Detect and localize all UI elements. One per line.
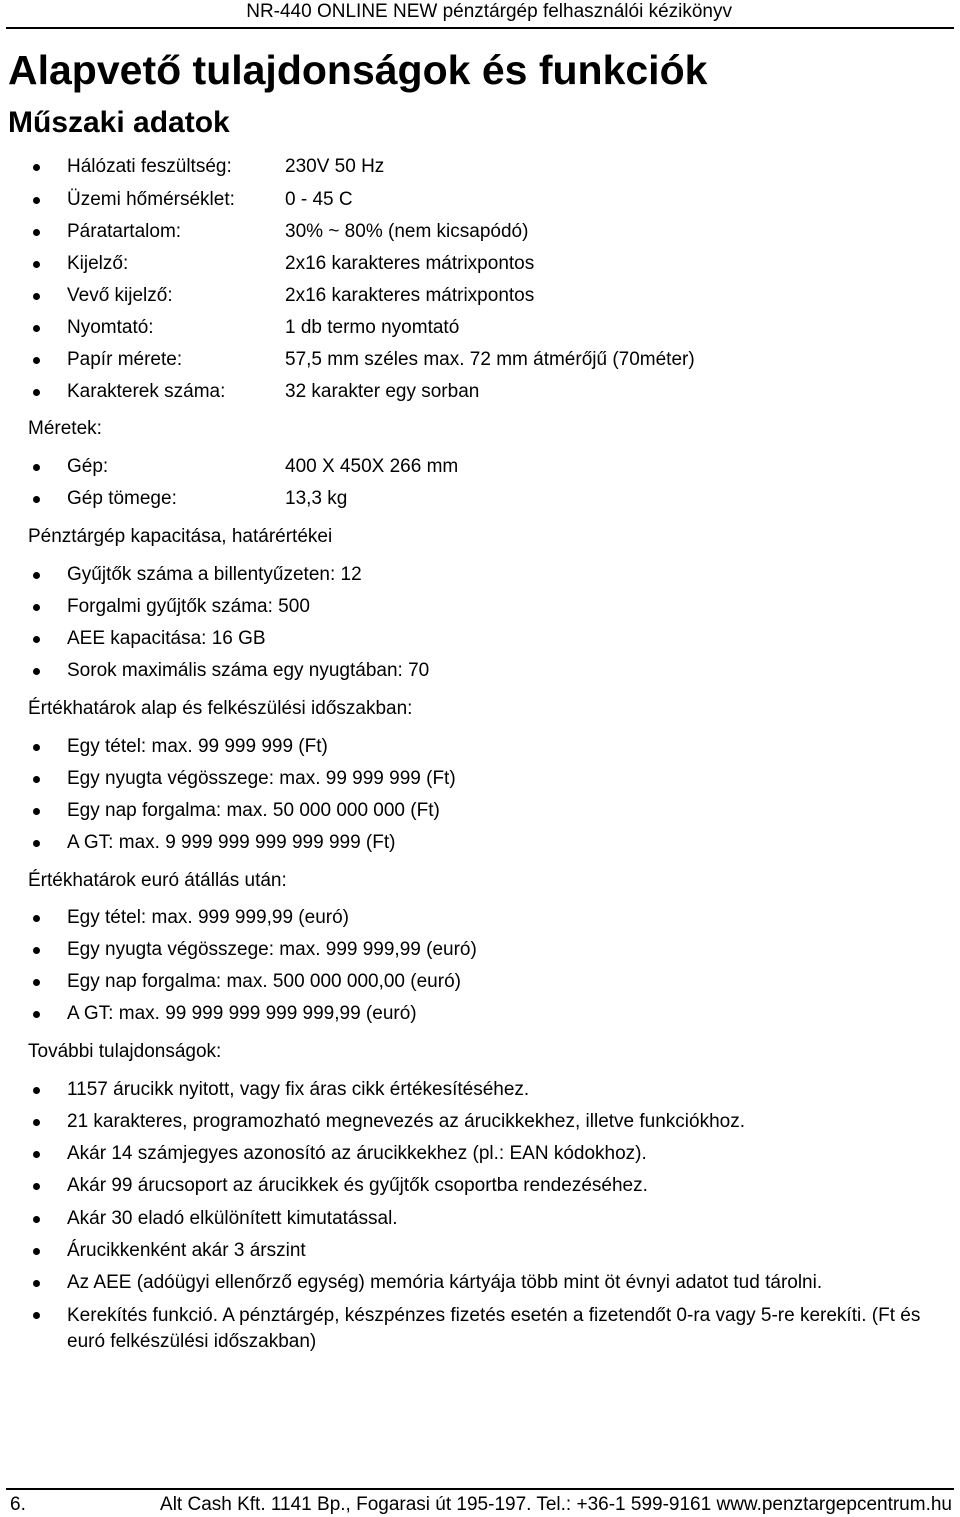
bullet-icon xyxy=(33,1312,40,1319)
bullet-icon xyxy=(33,636,40,643)
page-title: Alapvető tulajdonságok és funkciók xyxy=(8,47,708,93)
bullet-icon xyxy=(33,1183,40,1190)
spec-value: 1 db termo nyomtató xyxy=(285,317,460,338)
feature-text: Akár 30 eladó elkülönített kimutatással. xyxy=(67,1208,398,1229)
bullet-icon xyxy=(33,947,40,954)
feature-text: Akár 99 árucsoport az árucikkek és gyűjtők csoportba rendezéséhez. xyxy=(67,1175,648,1196)
feature-text: Az AEE (adóügyi ellenőrző egység) memória kártyája több mint öt évnyi adatot tud tárolni. xyxy=(67,1272,823,1293)
bullet-icon xyxy=(33,389,40,396)
bullet-icon xyxy=(33,1119,40,1126)
bullet-icon xyxy=(33,164,40,171)
dimensions-heading: Méretek: xyxy=(28,418,102,439)
spec-label: Papír mérete: xyxy=(67,349,183,370)
footer-contact: Alt Cash Kft. 1141 Bp., Fogarasi út 195-197. Tel.: +36-1 599-9161 www.penztargepcentrum.hu xyxy=(160,1494,952,1515)
bullet-icon xyxy=(33,1087,40,1094)
limits-euro-heading: Értékhatárok euró átállás után: xyxy=(28,870,287,891)
limit-text: Egy nyugta végösszege: max. 999 999,99 (euró) xyxy=(67,939,477,960)
bullet-icon xyxy=(33,464,40,471)
feature-text: Akár 14 számjegyes azonosító az árucikkekhez (pl.: EAN kódokhoz). xyxy=(67,1143,647,1164)
limit-text: Egy nap forgalma: max. 50 000 000 000 (Ft) xyxy=(67,800,440,821)
spec-label: Kijelző: xyxy=(67,253,129,274)
limit-text: Egy tétel: max. 999 999,99 (euró) xyxy=(67,907,349,928)
bullet-icon xyxy=(33,1151,40,1158)
spec-value: 0 - 45 C xyxy=(285,189,353,210)
feature-text: 1157 árucikk nyitott, vagy fix áras cikk értékesítéséhez. xyxy=(67,1079,530,1100)
dimension-value: 400 X 450X 266 mm xyxy=(285,456,459,477)
spec-label: Hálózati feszültség: xyxy=(67,156,232,177)
capacity-heading: Pénztárgép kapacitása, határértékei xyxy=(28,526,333,547)
bullet-icon xyxy=(33,604,40,611)
spec-label: Nyomtató: xyxy=(67,317,154,338)
spec-value: 230V 50 Hz xyxy=(285,156,385,177)
spec-value: 2x16 karakteres mátrixpontos xyxy=(285,285,535,306)
spec-label: Vevő kijelző: xyxy=(67,285,173,306)
feature-text: 21 karakteres, programozható megnevezés az árucikkekhez, illetve funkciókhoz. xyxy=(67,1111,746,1132)
bullet-icon xyxy=(33,840,40,847)
limits-base-heading: Értékhatárok alap és felkészülési időszakban: xyxy=(28,698,413,719)
limit-text: A GT: max. 9 999 999 999 999 999 (Ft) xyxy=(67,832,396,853)
bullet-icon xyxy=(33,357,40,364)
limit-text: Egy nyugta végösszege: max. 99 999 999 (Ft) xyxy=(67,768,456,789)
limit-text: Egy tétel: max. 99 999 999 (Ft) xyxy=(67,736,328,757)
bullet-icon xyxy=(33,293,40,300)
capacity-text: Forgalmi gyűjtők száma: 500 xyxy=(67,596,310,617)
bullet-icon xyxy=(33,744,40,751)
bullet-icon xyxy=(33,1280,40,1287)
bullet-icon xyxy=(33,668,40,675)
spec-label: Üzemi hőmérséklet: xyxy=(67,189,235,210)
section-title: Műszaki adatok xyxy=(8,106,230,139)
spec-value: 2x16 karakteres mátrixpontos xyxy=(285,253,535,274)
features-heading: További tulajdonságok: xyxy=(28,1041,222,1062)
capacity-text: AEE kapacitása: 16 GB xyxy=(67,628,266,649)
spec-value: 57,5 mm széles max. 72 mm átmérőjű (70méter) xyxy=(285,349,695,370)
bullet-icon xyxy=(33,229,40,236)
feature-text: Kerekítés funkció. A pénztárgép, készpénzes fizetés esetén a fizetendőt 0-ra vagy 5-re kerekíti. (Ft és euró felkészülési időszakban) xyxy=(67,1305,921,1352)
bullet-icon xyxy=(33,197,40,204)
capacity-text: Sorok maximális száma egy nyugtában: 70 xyxy=(67,660,430,681)
footer-divider xyxy=(6,1488,954,1490)
bullet-icon xyxy=(33,496,40,503)
page-number: 6. xyxy=(10,1494,26,1515)
bullet-icon xyxy=(33,808,40,815)
spec-label: Páratartalom: xyxy=(67,221,182,242)
bullet-icon xyxy=(33,979,40,986)
bullet-icon xyxy=(33,325,40,332)
dimension-value: 13,3 kg xyxy=(285,488,348,509)
spec-value: 30% ~ 80% (nem kicsapódó) xyxy=(285,221,529,242)
bullet-icon xyxy=(33,572,40,579)
capacity-text: Gyűjtők száma a billentyűzeten: 12 xyxy=(67,564,362,585)
dimension-label: Gép tömege: xyxy=(67,488,177,509)
spec-value: 32 karakter egy sorban xyxy=(285,381,480,402)
bullet-icon xyxy=(33,261,40,268)
limit-text: Egy nap forgalma: max. 500 000 000,00 (euró) xyxy=(67,971,461,992)
bullet-icon xyxy=(33,1011,40,1018)
dimension-label: Gép: xyxy=(67,456,109,477)
header-divider xyxy=(6,27,954,29)
bullet-icon xyxy=(33,1216,40,1223)
spec-label: Karakterek száma: xyxy=(67,381,226,402)
bullet-icon xyxy=(33,915,40,922)
bullet-icon xyxy=(33,1248,40,1255)
bullet-icon xyxy=(33,776,40,783)
limit-text: A GT: max. 99 999 999 999 999,99 (euró) xyxy=(67,1003,417,1024)
header-title: NR-440 ONLINE NEW pénztárgép felhasználói kézikönyv xyxy=(246,1,732,22)
feature-text: Árucikkenként akár 3 árszint xyxy=(67,1240,306,1261)
